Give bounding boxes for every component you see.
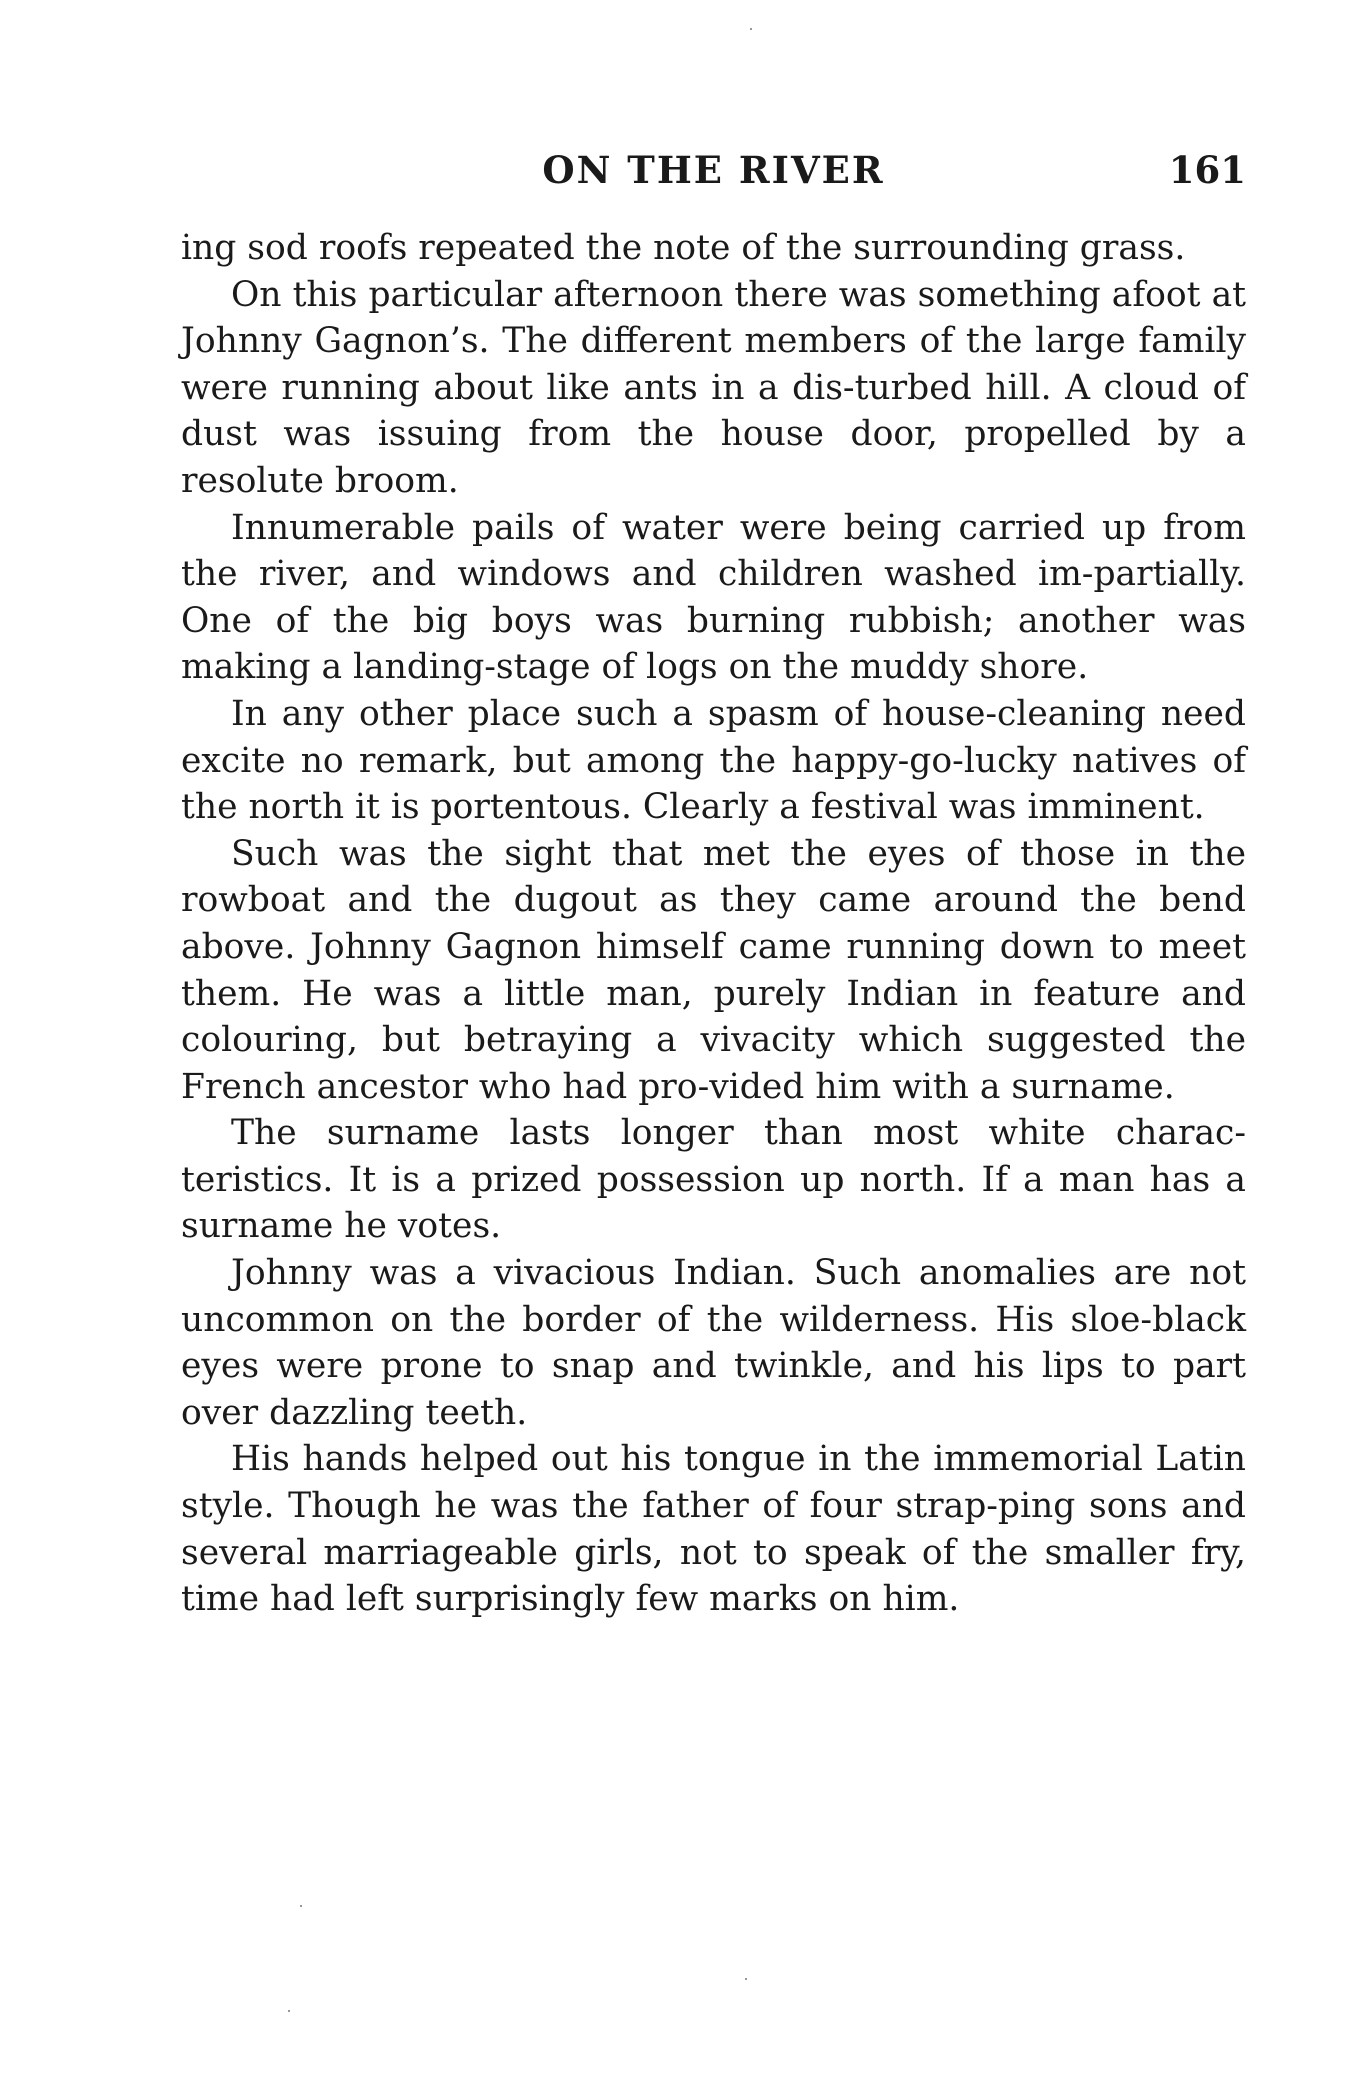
paragraph: Johnny was a vivacious Indian. Such anomalies are not uncommon on the border of the wilderness. His sloe-black eyes were prone to snap and twinkle, and his lips to part over dazzling teeth. (181, 1253, 1246, 1433)
paper-speck (750, 28, 752, 30)
paragraph: The surname lasts longer than most white charac-teristics. It is a prized possession up north. If a man has a surname he votes. (181, 1113, 1246, 1247)
paper-speck (745, 1978, 747, 1980)
paragraph: Such was the sight that met the eyes of those in the rowboat and the dugout as they came around the bend above. Johnny Gagnon himself came running down to meet them. He was a little man, purely Indian in feature and colouring, but betraying a vivacity which suggested the French ancestor who had pro-vided him with a surname. (181, 833, 1246, 1107)
paragraph: Innumerable pails of water were being carried up from the river, and windows and children washed im-partially. One of the big boys was burning rubbish; another was making a landing-stage of logs on the muddy shore. (181, 507, 1246, 688)
page-header (181, 148, 1246, 198)
running-title: ON THE RIVER (542, 148, 885, 192)
page-number: 161 (1168, 148, 1246, 192)
paragraph: In any other place such a spasm of house-cleaning need excite no remark, but among the happy-go-lucky natives of the north it is portentous. Clearly a festival was imminent. (181, 693, 1246, 828)
paper-speck (300, 1905, 302, 1907)
paragraph: His hands helped out his tongue in the immemorial Latin style. Though he was the father of four strap-ping sons and several marriageable girls, not to speak of the smaller fry, time had left surprisingly few marks on him. (181, 1439, 1246, 1620)
paragraph: ing sod roofs repeated the note of the surrounding grass. (181, 228, 1186, 268)
body-text (181, 225, 1246, 1623)
paragraph: On this particular afternoon there was something afoot at Johnny Gagnon’s. The different members of the large family were running about like ants in a dis-turbed hill. A cloud of dust was issuing from the house door, propelled by a resolute broom. (181, 274, 1246, 501)
paper-speck (288, 2010, 290, 2012)
